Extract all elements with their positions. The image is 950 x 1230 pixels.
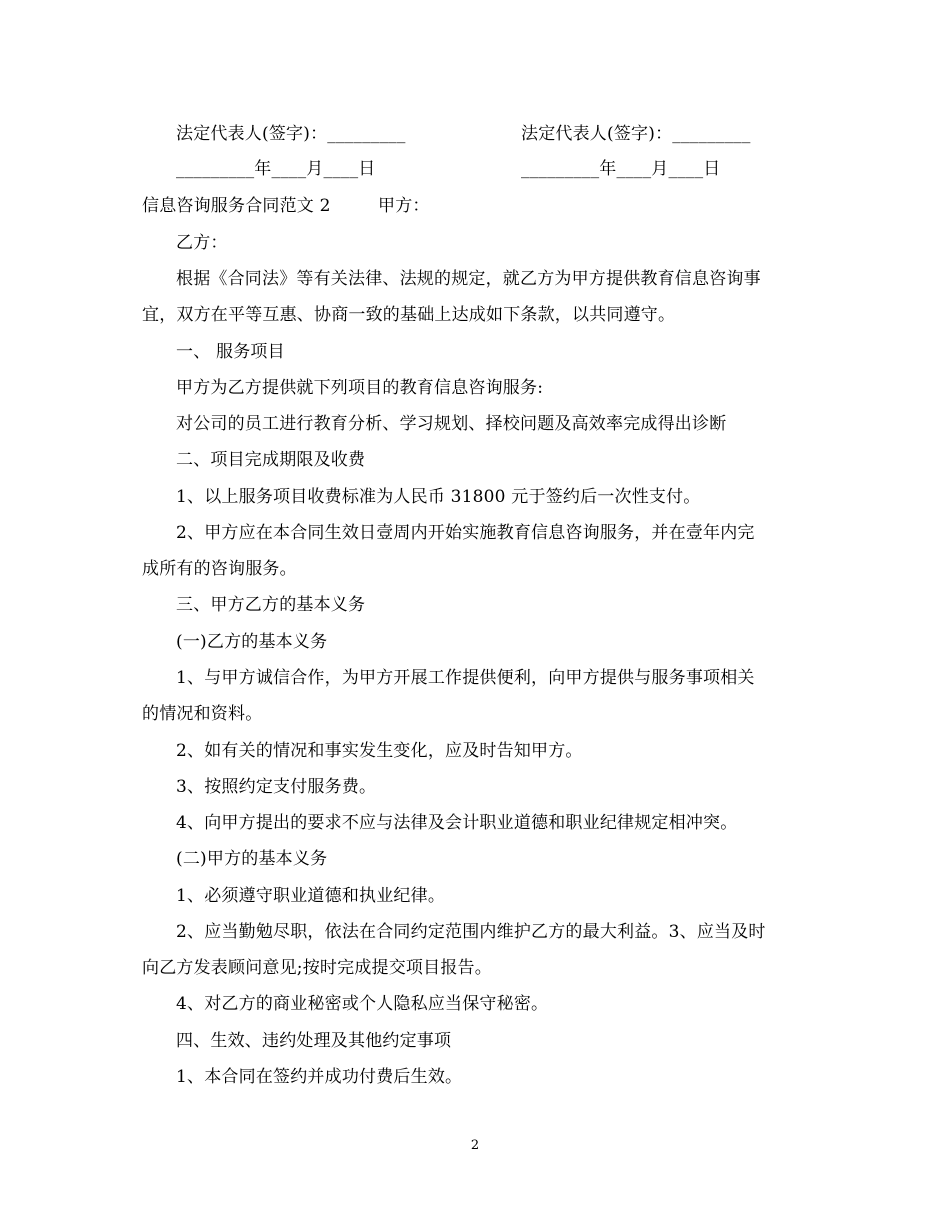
paragraph-line: 对公司的员工进行教育分析、学习规划、择校问题及高效率完成得出诊断 xyxy=(176,414,727,434)
document-title: 信息咨询服务合同范文 2 xyxy=(142,196,331,216)
paragraph-line: 1、与甲方诚信合作，为甲方开展工作提供便利，向甲方提供与服务事项相关 xyxy=(176,668,755,688)
signature-left-representative: 法定代表人(签字)：_________ xyxy=(176,124,406,144)
signature-left-date: _________年____月____日 xyxy=(176,159,376,179)
paragraph-line: 2、应当勤勉尽职，依法在合同约定范围内维护乙方的最大利益。3、应当及时 xyxy=(176,922,766,942)
paragraph-line: 4、对乙方的商业秘密或个人隐私应当保守秘密。 xyxy=(176,994,549,1014)
paragraph-line: 2、甲方应在本合同生效日壹周内开始实施教育信息咨询服务，并在壹年内完 xyxy=(176,523,755,543)
page-number: 2 xyxy=(470,1138,480,1153)
signature-right-representative: 法定代表人(签字)：_________ xyxy=(521,124,751,144)
section-heading: 三、甲方乙方的基本义务 xyxy=(176,595,366,615)
paragraph-line: 向乙方发表顾问意见;按时完成提交项目报告。 xyxy=(142,958,492,978)
paragraph-line: 1、本合同在签约并成功付费后生效。 xyxy=(176,1067,463,1087)
paragraph-line: 成所有的咨询服务。 xyxy=(142,559,297,579)
section-heading: 四、生效、违约处理及其他约定事项 xyxy=(176,1031,452,1051)
paragraph-line: 1、以上服务项目收费标准为人民币 31800 元于签约后一次性支付。 xyxy=(176,487,701,507)
paragraph-line: 2、如有关的情况和事实发生变化，应及时告知甲方。 xyxy=(176,741,583,761)
paragraph-line: 4、向甲方提出的要求不应与法律及会计职业道德和职业纪律规定相冲突。 xyxy=(176,813,738,833)
paragraph-line: 甲方为乙方提供就下列项目的教育信息咨询服务: xyxy=(176,378,544,398)
subsection-heading: (一)乙方的基本义务 xyxy=(176,632,328,652)
party-a-label: 甲方： xyxy=(378,196,430,216)
section-heading: 一、 服务项目 xyxy=(176,342,285,362)
section-heading: 二、项目完成期限及收费 xyxy=(176,450,366,470)
paragraph-line: 3、按照约定支付服务费。 xyxy=(176,777,377,797)
paragraph-line: 的情况和资料。 xyxy=(142,704,263,724)
paragraph-line: 1、必须遵守职业道德和执业纪律。 xyxy=(176,886,446,906)
paragraph-line: 乙方： xyxy=(176,233,228,253)
subsection-heading: (二)甲方的基本义务 xyxy=(176,849,328,869)
paragraph-line: 宜，双方在平等互惠、协商一致的基础上达成如下条款，以共同遵守。 xyxy=(142,305,676,325)
signature-right-date: _________年____月____日 xyxy=(521,159,721,179)
paragraph-line: 根据《合同法》等有关法律、法规的规定，就乙方为甲方提供教育信息咨询事 xyxy=(176,269,761,289)
